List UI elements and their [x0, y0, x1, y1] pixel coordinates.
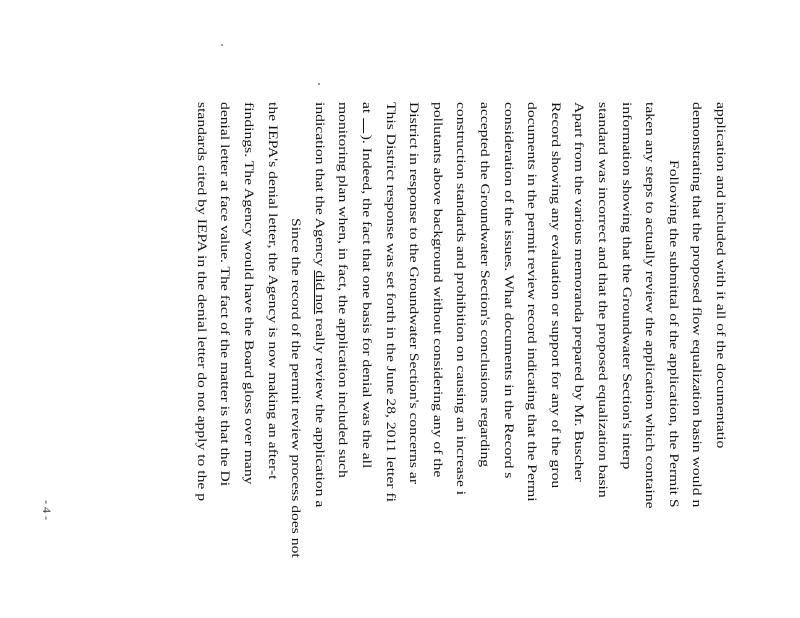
text-line: pollutants above background without considering any of the	[430, 102, 445, 478]
scan-speck	[318, 83, 320, 85]
scan-speck	[221, 44, 223, 46]
text-fragment: ). Indeed, the fact that one basis for denial was the all	[360, 134, 374, 469]
text-line: Apart from the various memoranda prepared by Mr. Buscher	[572, 102, 587, 482]
citation-blank	[363, 118, 374, 133]
text-line: Since the record of the permit review process does not	[289, 218, 304, 558]
text-line: accepted the Groundwater Section's conclusions regarding	[478, 102, 492, 468]
text-line: monitoring plan when, in fact, the application included such	[336, 102, 351, 478]
text-line: consideration of the issues. What documents in the Record s	[501, 102, 516, 479]
text-fragment: indication that the Agency	[312, 102, 327, 271]
text-line: Following the submittal of the application, the Permit S	[666, 160, 681, 508]
text-line: the IEPA's denial letter, the Agency is now making an after-t	[265, 102, 280, 480]
text-fragment: really review the application a	[312, 314, 327, 508]
text-line: demonstrating that the proposed flow equalization basin would n	[690, 102, 705, 508]
page-number: - 4 -	[40, 500, 54, 520]
text-line: This District response was set forth in the June 28, 2011 letter fi	[383, 102, 398, 502]
text-line: District in response to the Groundwater Section's concerns ar	[407, 102, 422, 485]
text-line	[359, 102, 374, 468]
text-line: taken any steps to actually review the application which containe	[643, 102, 658, 509]
text-line: standard was incorrect and that the proposed equalization basin	[596, 102, 610, 498]
underlined-emphasis: did not	[312, 270, 327, 315]
text-line	[312, 102, 327, 507]
text-line: information showing that the Groundwater Section's interp	[619, 102, 634, 470]
text-line: findings. The Agency would have the Board gloss over many	[242, 102, 256, 485]
text-line: denial letter at face value. The fact of the matter is that the Di	[218, 102, 233, 487]
text-line: documents in the permit review record indicating that the Permi	[525, 102, 540, 502]
text-line: construction standards and prohibition on causing an increase i	[454, 102, 469, 496]
text-line: Record showing any evaluation or support for any of the grou	[548, 102, 563, 489]
text-line: standards cited by IEPA in the denial letter do not apply to the p	[194, 102, 209, 502]
text-fragment: at	[360, 102, 374, 118]
text-line: application and included with it all of the documentatio	[714, 102, 728, 449]
